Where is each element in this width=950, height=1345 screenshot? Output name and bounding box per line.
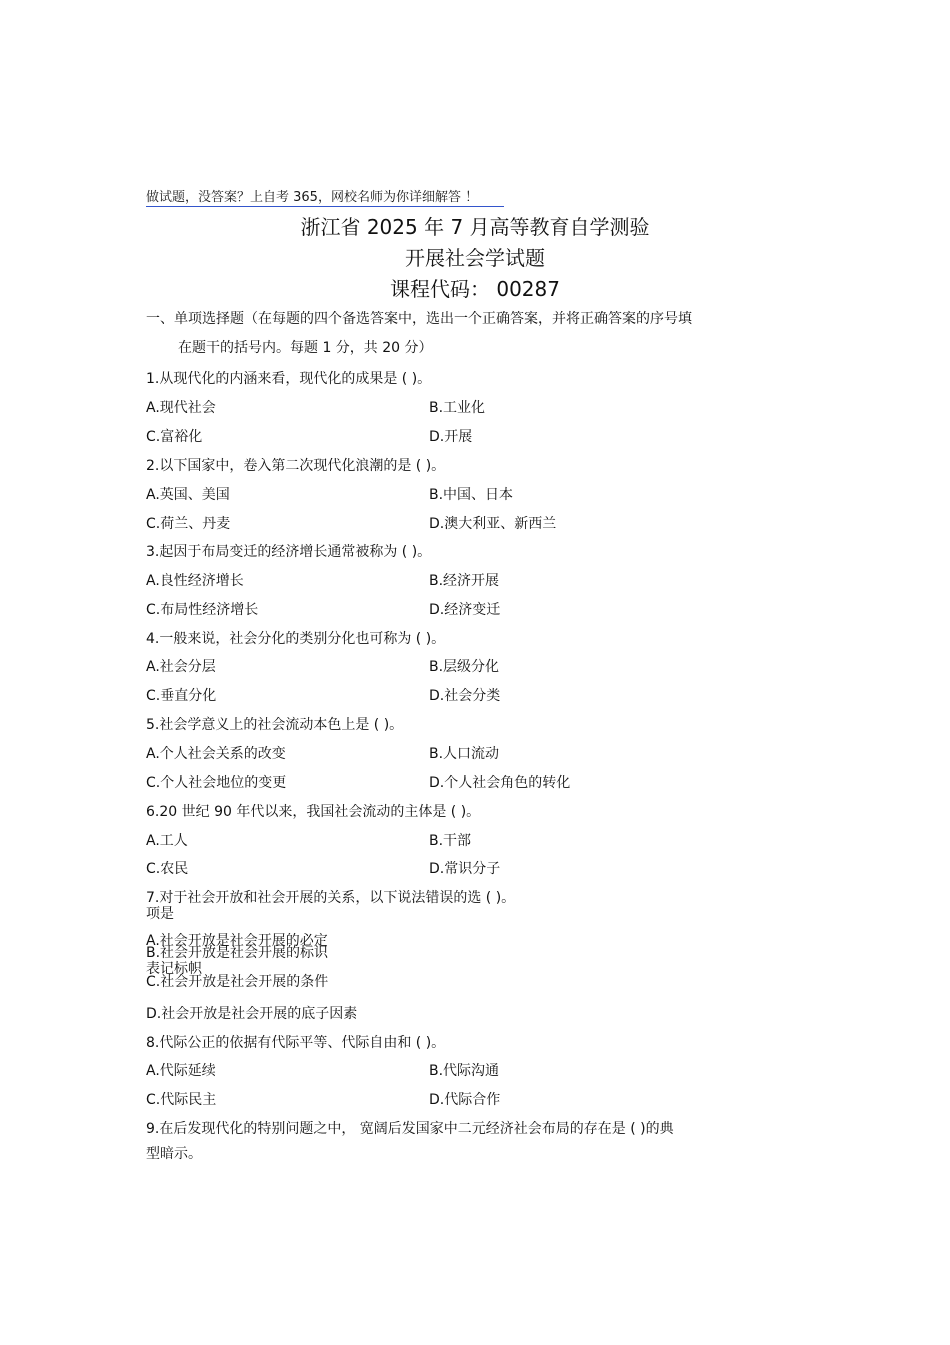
option-b: B.人口流动	[429, 746, 500, 762]
question-stem: 8.代际公正的依据有代际平等、代际自由和 ( )。	[146, 1035, 446, 1051]
question-stem-cont: 项是	[146, 906, 174, 922]
option-a: A.社会分层	[146, 659, 216, 675]
option-d: D.社会开放是社会开展的底子因素	[146, 1006, 358, 1022]
option-a: A.个人社会关系的改变	[146, 746, 286, 762]
exam-subject: 开展社会学试题	[405, 246, 545, 270]
question-stem: 9.在后发现代化的特别问题之中， 宽阔后发国家中二元经济社会布局的存在是 ( )的典	[146, 1121, 674, 1137]
option-a: A.良性经济增长	[146, 573, 244, 589]
option-a: A.英国、美国	[146, 487, 230, 503]
option-c: C.个人社会地位的变更	[146, 775, 287, 791]
question-stem: 5.社会学意义上的社会流动本色上是 ( )。	[146, 717, 404, 733]
question-stem: 1.从现代化的内涵来看，现代化的成果是 ( )。	[146, 371, 432, 387]
course-code: 课程代码： 00287	[390, 277, 560, 301]
option-b: B.工业化	[429, 400, 486, 416]
option-b: B.社会开放是社会开展的标识	[146, 945, 329, 961]
option-d: D.开展	[429, 429, 473, 445]
question-stem: 6.20 世纪 90 年代以来，我国社会流动的主体是 ( )。	[146, 804, 481, 820]
question-stem: 7.对于社会开放和社会开展的关系，以下说法错误的选 ( )。	[146, 890, 516, 906]
option-c: C.垂直分化	[146, 688, 217, 704]
option-c: C.富裕化	[146, 429, 203, 445]
option-a: A.现代社会	[146, 400, 216, 416]
section-heading: 一、单项选择题（在每题的四个备选答案中，选出一个正确答案，并将正确答案的序号填	[146, 311, 692, 327]
question-stem: 4.一般来说，社会分化的类别分化也可称为 ( )。	[146, 631, 446, 647]
option-d: D.社会分类	[429, 688, 501, 704]
option-c: C.农民	[146, 861, 189, 877]
section-heading-cont: 在题干的括号内。每题 1 分，共 20 分）	[178, 340, 433, 356]
option-b: B.层级分化	[429, 659, 500, 675]
question-stem: 2.以下国家中，卷入第二次现代化浪潮的是 ( )。	[146, 458, 446, 474]
header-promo-link[interactable]: 做试题，没答案？上自考 365，网校名师为你详细解答 ！	[146, 186, 504, 207]
option-d: D.经济变迁	[429, 602, 501, 618]
option-a: A.工人	[146, 833, 188, 849]
exam-title: 浙江省 2025 年 7 月高等教育自学测验	[300, 215, 650, 239]
question-stem-cont: 型暗示。	[146, 1146, 202, 1162]
option-d: D.代际合作	[429, 1092, 501, 1108]
option-d: D.个人社会角色的转化	[429, 775, 571, 791]
option-d: D.常识分子	[429, 861, 501, 877]
option-a: A.社会开放是社会开展的必定	[146, 933, 328, 949]
option-b: B.干部	[429, 833, 472, 849]
option-c: C.代际民主	[146, 1092, 217, 1108]
option-c: C.社会开放是社会开展的条件	[146, 974, 329, 990]
option-a: A.代际延续	[146, 1063, 216, 1079]
option-d: D.澳大利亚、新西兰	[429, 516, 557, 532]
question-stem: 3.起因于布局变迁的经济增长通常被称为 ( )。	[146, 544, 432, 560]
option-b: B.经济开展	[429, 573, 500, 589]
option-a-cont: 表记标帜	[146, 961, 202, 977]
option-c: C.布局性经济增长	[146, 602, 259, 618]
option-b: B.中国、日本	[429, 487, 514, 503]
option-c: C.荷兰、丹麦	[146, 516, 231, 532]
option-b: B.代际沟通	[429, 1063, 500, 1079]
